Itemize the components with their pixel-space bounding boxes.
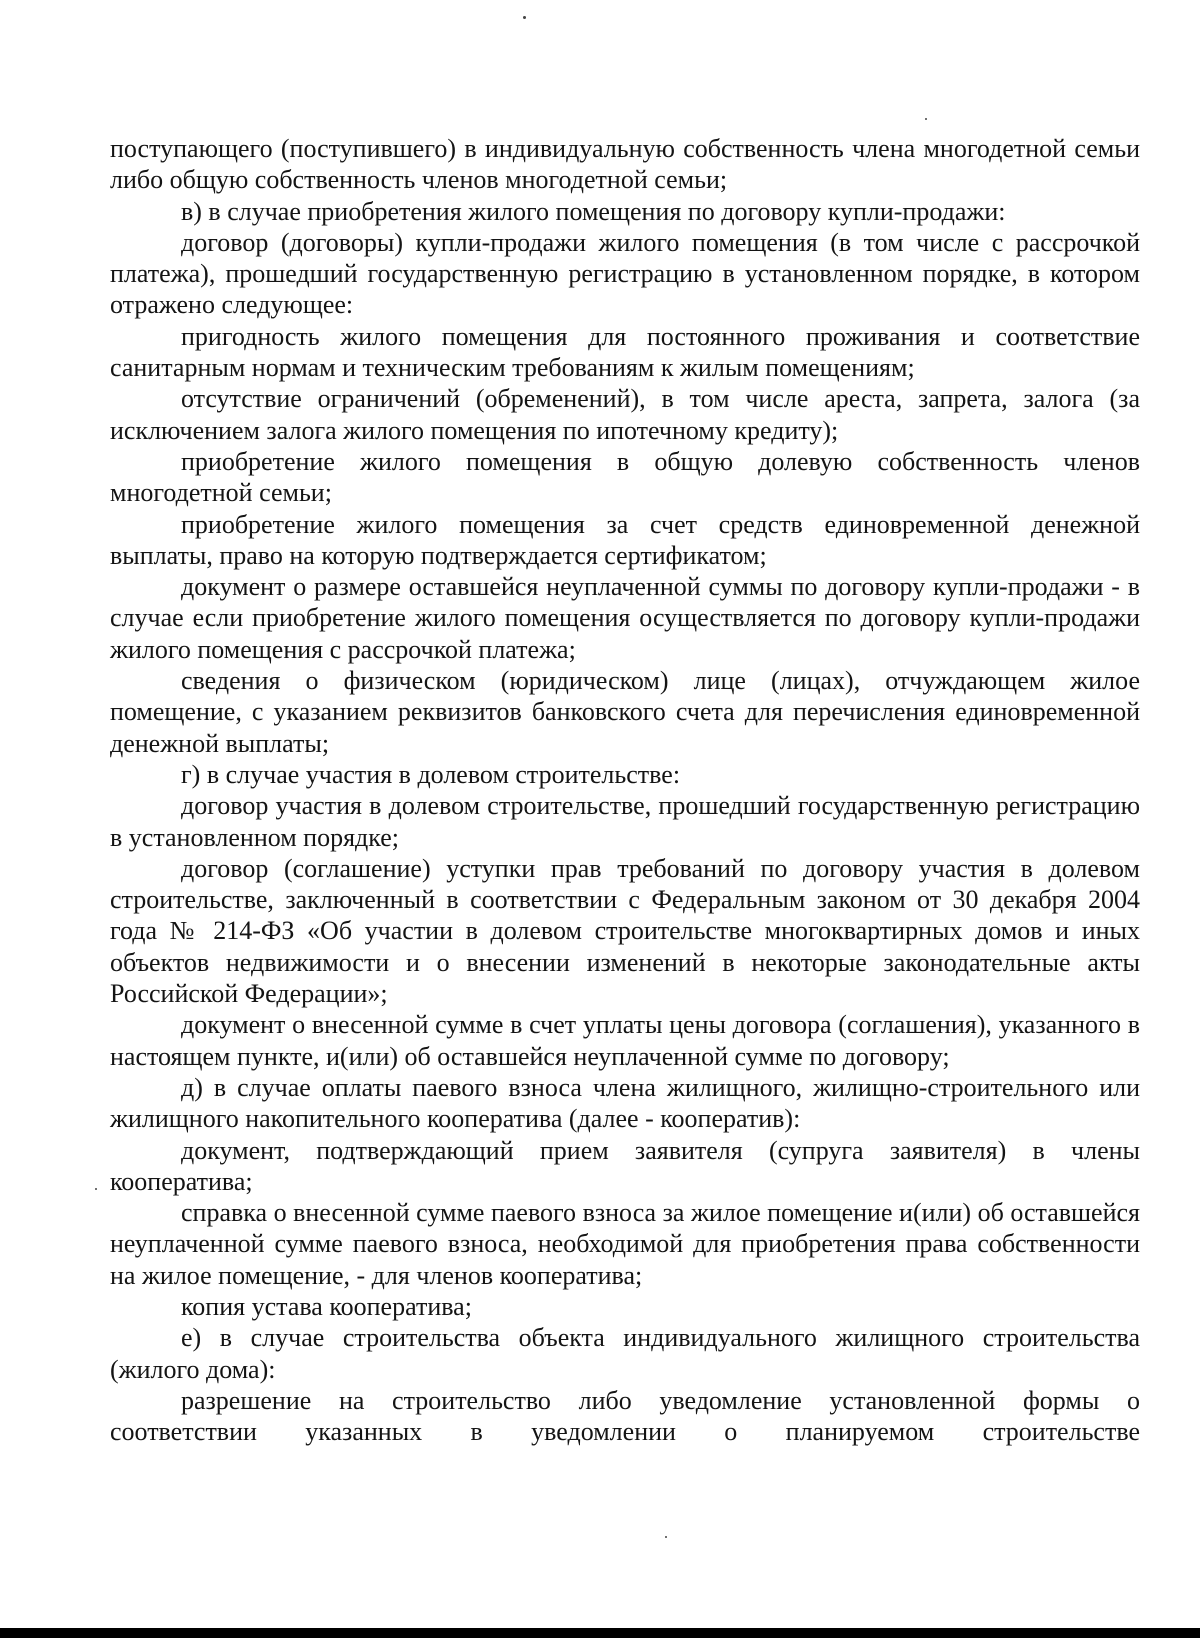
paragraph: пригодность жилого помещения для постоянного проживания и соответствие санитарным нормам и техническим требованиям к жилым помещениям; — [110, 321, 1140, 383]
scan-speck — [925, 118, 927, 120]
paragraph: договор участия в долевом строительстве, прошедший государственную регистрацию в установленном порядке; — [110, 791, 1140, 852]
paragraph: приобретение жилого помещения за счет средств единовременной денежной выплаты, право на которую подтверждается сертификатом; — [110, 509, 1140, 570]
paragraph: документ о размере оставшейся неуплаченной суммы по договору купли-продажи - в случае если приобретение жилого помещения осуществляется по договору купли-продажи жилого помещения с рассрочкой платежа; — [110, 572, 1140, 664]
paragraph: отсутствие ограничений (обременений), в том числе ареста, запрета, залога (за исключением залога жилого помещения по ипотечному кредиту); — [110, 384, 1140, 445]
paragraph: сведения о физическом (юридическом) лице (лицах), отчуждающем жилое помещение, с указанием реквизитов банковского счета для перечисления единовременной денежной выплаты; — [110, 666, 1140, 758]
paragraph: копия устава кооператива; — [181, 1291, 472, 1321]
paragraph: справка о внесенной сумме паевого взноса за жилое помещение и(или) об оставшейся неуплаченной сумме паевого взноса, необходимой для приобретения права собственности на жилое помещение, - для членов кооператива; — [110, 1198, 1140, 1290]
paragraph-item-e: е) в случае строительства объекта индивидуального жилищного строительства (жилого дома): — [110, 1323, 1140, 1384]
scan-speck — [523, 16, 526, 19]
paragraph-item-g: г) в случае участия в долевом строительстве: — [181, 759, 681, 789]
paragraph-continuation: поступающего (поступившего) в индивидуальную собственность члена многодетной семьи либо общую собственность членов многодетной семьи; — [110, 134, 1140, 195]
scan-speck — [95, 1188, 97, 1190]
scan-speck — [665, 1536, 667, 1538]
paragraph-item-v: в) в случае приобретения жилого помещения по договору купли-продажи: — [181, 196, 1006, 226]
paragraph: договор (договоры) купли-продажи жилого помещения (в том числе с рассрочкой платежа), прошедший государственную регистрацию в установленном порядке, в котором отражено следующее: — [110, 227, 1140, 320]
paragraph: документ о внесенной сумме в счет уплаты цены договора (соглашения), указанного в настоящем пункте, и(или) об оставшейся неуплаченной сумме по договору; — [110, 1010, 1140, 1071]
scan-edge-bar — [0, 1628, 1200, 1638]
paragraph-item-d: д) в случае оплаты паевого взноса члена жилищного, жилищно-строительного или жилищного накопительного кооператива (далее - кооператив): — [110, 1072, 1140, 1134]
document-body — [110, 133, 1140, 1447]
paragraph: приобретение жилого помещения в общую долевую собственность членов многодетной семьи; — [110, 446, 1140, 508]
paragraph: договор (соглашение) уступки прав требований по договору участия в долевом строительстве, заключенный в соответствии с Федеральным законом от 30 декабря 2004 года № 214-ФЗ «Об участии в долевом строительстве многоквартирных домов и иных объектов недвижимости и о внесении изменений в некоторые законодательные акты Российской Федерации»; — [110, 853, 1140, 1009]
paragraph-unfinished: разрешение на строительство либо уведомление установленной формы о соответствии указанных в уведомлении о планируемом строительстве — [110, 1385, 1140, 1447]
paragraph: документ, подтверждающий прием заявителя (супруга заявителя) в члены кооператива; — [110, 1135, 1140, 1196]
